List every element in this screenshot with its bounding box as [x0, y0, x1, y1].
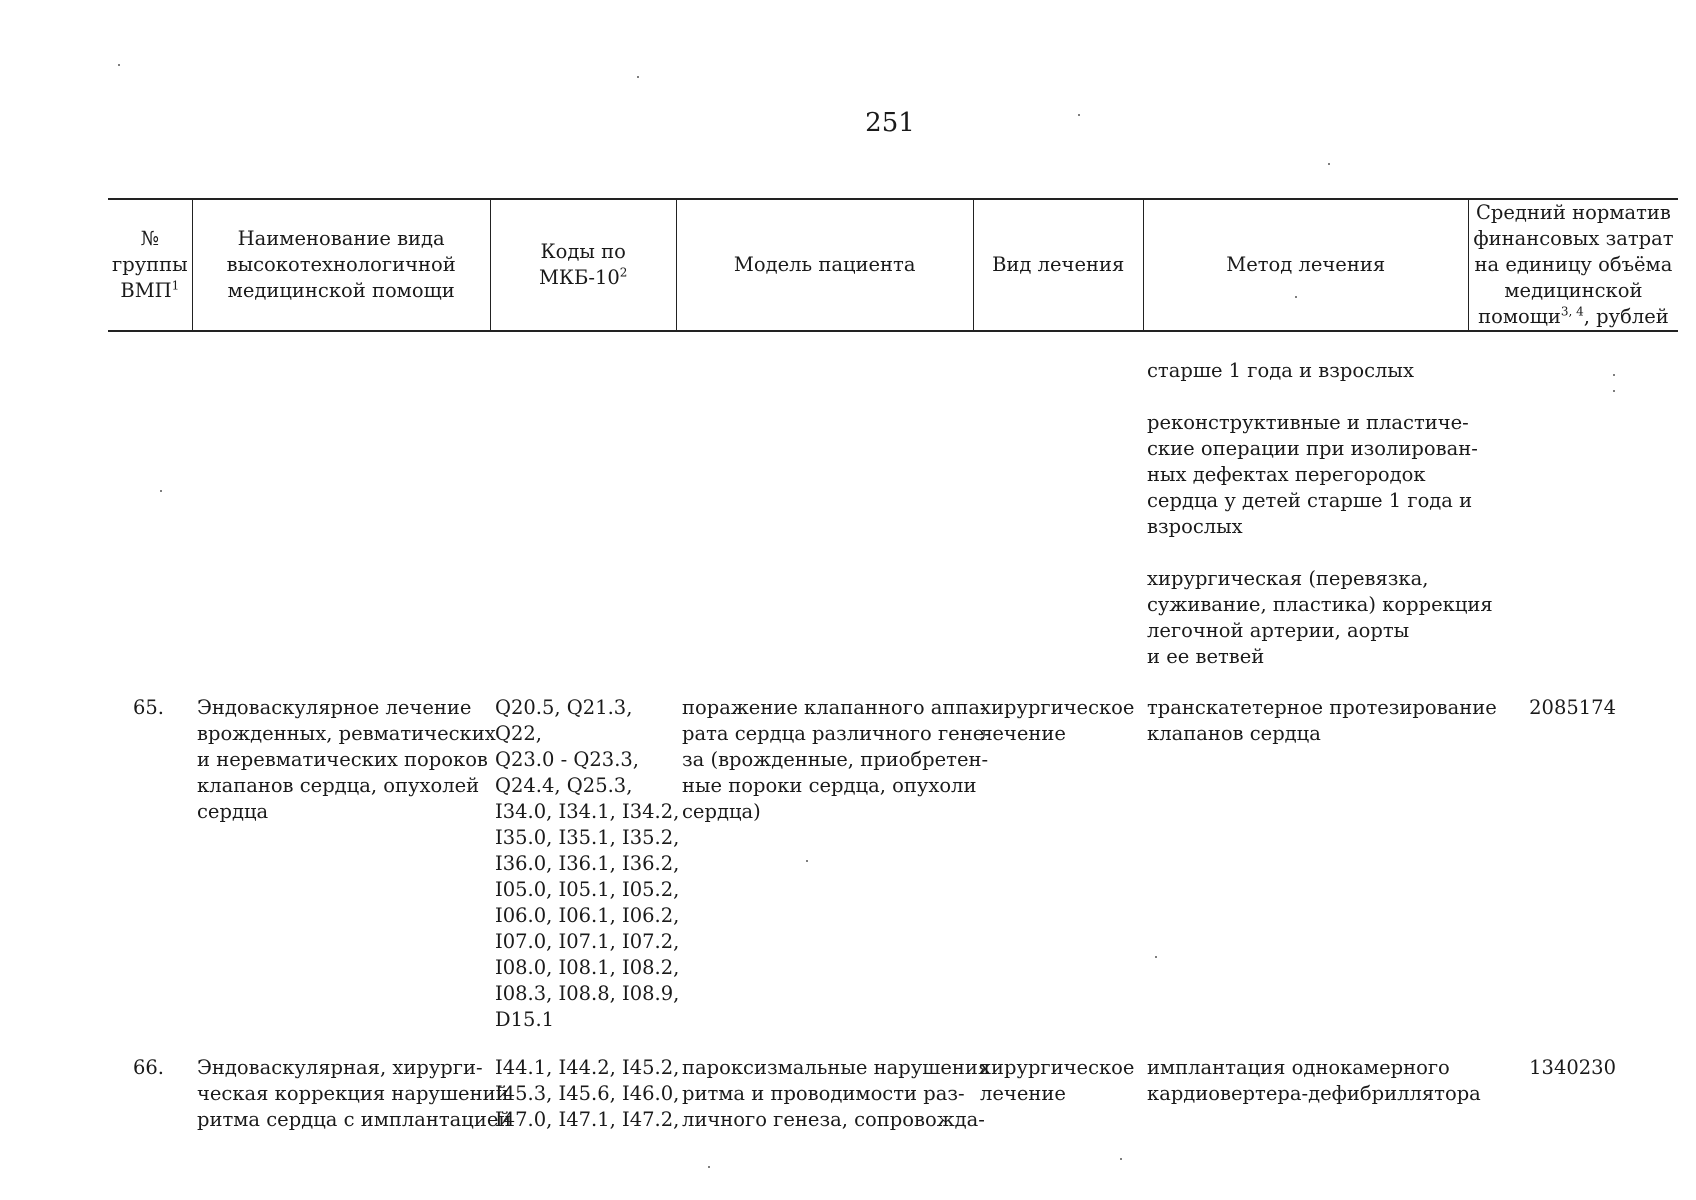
- row-codes: Q20.5, Q21.3, Q22, Q23.0 - Q23.3, Q24.4, Q25.3, I34.0, I34.1, I34.2, I35.0, I35.1, I35.2, I36.0, I36.1, I36.2, I05.0, I05.1, I05.2, I06.0, I06.1, I06.2, I07.0, I07.1, I07.2, I08.0, I08.1, I08.2, I08.3, I08.8, I08.9, D15.1: [495, 696, 680, 1031]
- row-treatment-type: хирургическое лечение: [980, 696, 1135, 745]
- scan-speck: [708, 1166, 710, 1168]
- scan-speck: [118, 64, 120, 66]
- scan-speck: [637, 76, 639, 78]
- page-number: 251: [865, 108, 915, 138]
- row-cost: 1340230: [1529, 1056, 1616, 1079]
- row-number: 65.: [132, 696, 164, 719]
- header-treatment-type: Вид лечения: [973, 199, 1143, 331]
- row-patient-model: пароксизмальные нарушения ритма и проводимости раз- личного генеза, сопровожда-: [682, 1056, 991, 1131]
- row-method: транскатетерное протезирование клапанов сердца: [1147, 696, 1497, 745]
- scan-speck: [1155, 956, 1157, 958]
- continuation-method-3: хирургическая (перевязка, суживание, пластика) коррекция легочной артерии, аорты и ее ветвей: [1147, 567, 1493, 668]
- scan-speck: [806, 860, 808, 862]
- row-name: Эндоваскулярная, хирурги- ческая коррекция нарушений ритма сердца с имплантацией: [197, 1056, 512, 1131]
- scan-speck: [1120, 1158, 1122, 1160]
- scan-speck: [1613, 374, 1615, 376]
- header-name: Наименование вида высокотехнологичной медицинской помощи: [192, 199, 490, 331]
- row-codes: I44.1, I44.2, I45.2, I45.3, I45.6, I46.0, I47.0, I47.1, I47.2,: [495, 1056, 680, 1131]
- scan-speck: [1328, 163, 1330, 165]
- row-cost: 2085174: [1529, 696, 1616, 719]
- row-treatment-type: хирургическое лечение: [980, 1056, 1135, 1105]
- row-patient-model: поражение клапанного аппа- рата сердца различного гене- за (врожденные, приобретен- ные пороки сердца, опухоли сердца): [682, 696, 991, 823]
- row-number: 66.: [132, 1056, 164, 1079]
- table-header: [108, 198, 1678, 332]
- scan-speck: [1613, 390, 1615, 392]
- scan-speck: [160, 490, 162, 492]
- scan-speck: [1295, 296, 1297, 298]
- continuation-method-2: реконструктивные и пластиче- ские операции при изолирован- ных дефектах перегородок сердца у детей старше 1 года и взрослых: [1147, 411, 1478, 538]
- header-icd-codes: Коды по МКБ-$10^2$: [490, 199, 676, 331]
- scan-speck: [1078, 114, 1080, 116]
- header-patient-model: Модель пациента: [676, 199, 973, 331]
- header-cost-norm: Средний норматив финансовых затрат на единицу объёма медицинской помощи$^{3, 4}$, рублей: [1468, 199, 1678, 331]
- row-name: Эндоваскулярное лечение врожденных, ревматических и неревматических пороков клапанов сердца, опухолей сердца: [197, 696, 496, 823]
- continuation-method-1: старше 1 года и взрослых: [1147, 359, 1414, 382]
- header-group-no: № группы ВМП$^1$: [108, 199, 192, 331]
- row-method: имплантация однокамерного кардиовертера-дефибриллятора: [1147, 1056, 1481, 1105]
- header-treatment-method: Метод лечения: [1143, 199, 1468, 331]
